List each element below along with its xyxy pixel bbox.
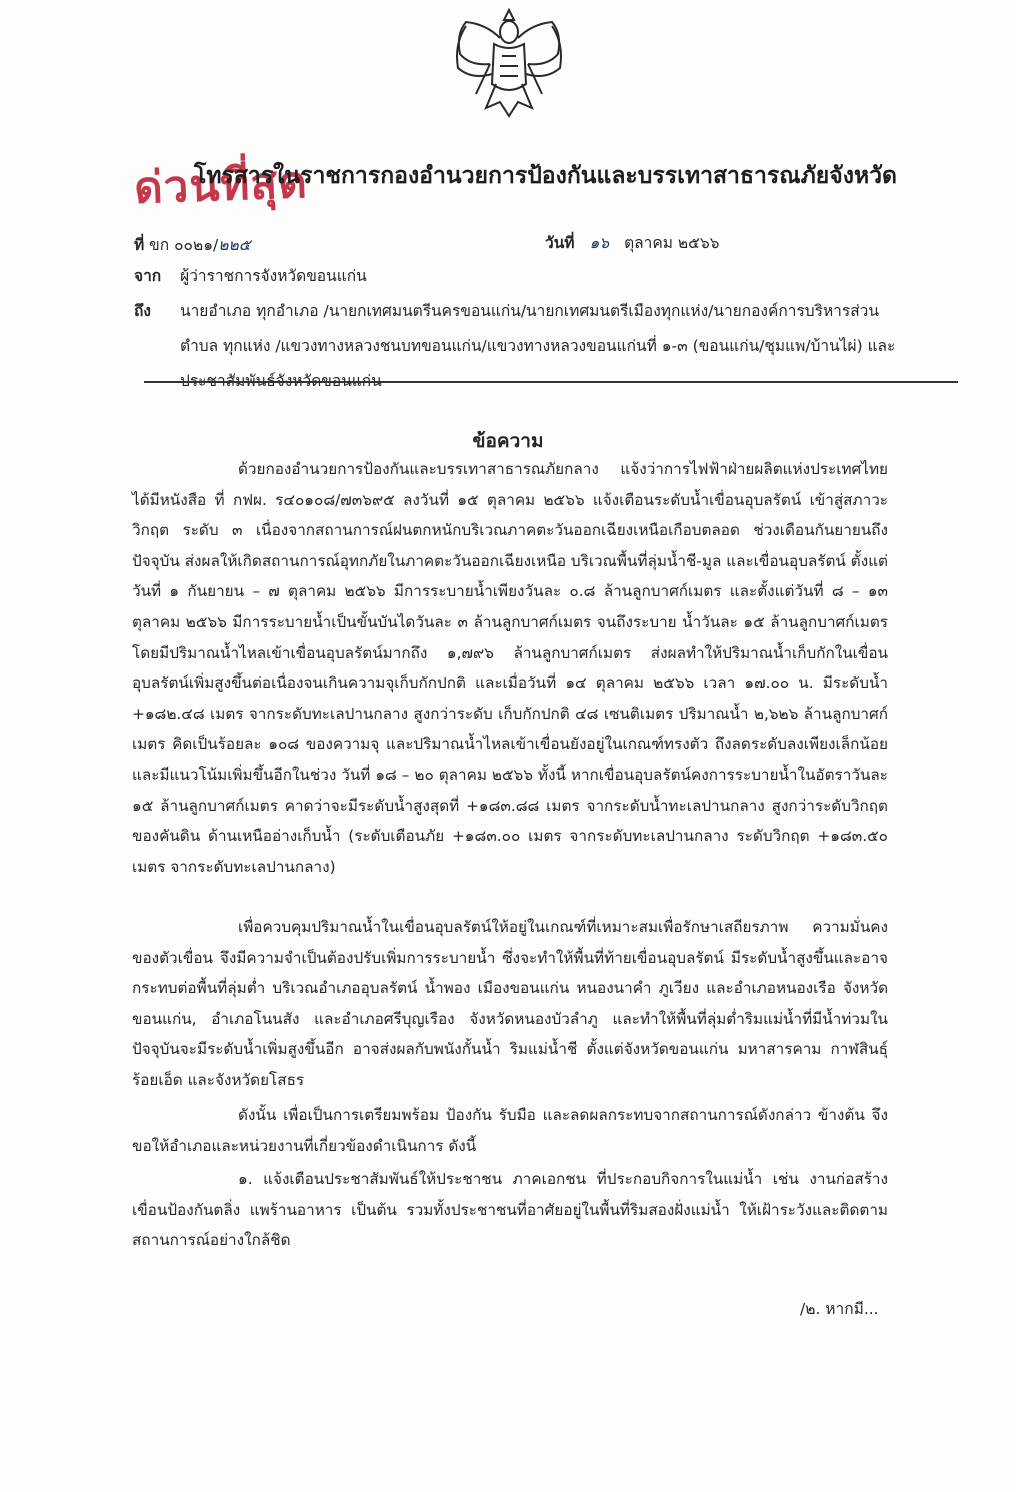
date-month-year: ตุลาคม ๒๕๖๖ [624,234,720,252]
date-handwritten-day: ๑๖ [589,234,610,252]
garuda-emblem-icon [446,4,572,126]
body-paragraph-3: ดังนั้น เพื่อเป็นการเตรียมพร้อม ป้องกัน รับมือ และลดผลกระทบจากสถานการณ์ดังกล่าว ข้างต้น จึงขอให้อำเภอและหน่วยงานที่เกี่ยวข้องดำเนินการ ดังนี้ [132,1106,888,1155]
body-paragraph-4: ๑. แจ้งเตือนประชาสัมพันธ์ให้ประชาชน ภาคเอกชน ที่ประกอบกิจการในแม่น้ำ เช่น งานก่อสร้างเขื่อนป้องกันตลิ่ง แพร้านอาหาร เป็นต้น รวมทั้งประชาชนที่อาศัยอยู่ในพื้นที่ริมสองฝั่งแม่น้ำ ให้เฝ้าระวังและติดตามสถานการณ์อย่างใกล้ชิด [132,1170,888,1250]
to-label: ถึง [134,302,151,320]
ref-label: ที่ [134,236,145,254]
ref-value: ขก ๐๐๒๑/ [149,236,219,254]
body-paragraph-2: เพื่อควบคุมปริมาณน้ำในเขื่อนอุบลรัตน์ให้อยู่ในเกณฑ์ที่เหมาะสมเพื่อรักษาเสถียรภาพ ความมั่นคงของตัวเขื่อน จึงมีความจำเป็นต้องปรับเพิ่มการระบายน้ำ ซึ่งจะทำให้พื้นที่ท้ายเขื่อนอุบลรัตน์ มีระดับน้ำสูงขึ้นและอาจกระทบต่อพื้นที่ลุ่มต่ำ บริเวณอำเภออุบลรัตน์ น้ำพอง เมืองขอนแก่น หนองนาคำ ภูเวียง และอำเภอหนองเรือ จังหวัดขอนแก่น, อำเภอโนนสัง และอำเภอศรีบุญเรือง จังหวัดหนองบัวลำภู และทำให้พื้นที่ลุ่มต่ำริมแม่น้ำที่มีน้ำท่วมในปัจจุบันจะมีระดับน้ำเพิ่มสูงขึ้นอีก อาจส่งผลกับพนังกั้นน้ำ ริมแม่น้ำชี ตั้งแต่จังหวัดขอนแก่น มหาสารคาม กาฬสินธุ์ ร้อยเอ็ด และจังหวัดยโสธร [132,918,888,1089]
from-label: จาก [134,267,162,285]
document-date [545,230,720,255]
continuation-note: /๒. หากมี... [800,1300,879,1318]
date-label: วันที่ [545,234,575,252]
subject-heading: ข้อความ [472,430,544,452]
from-value: ผู้ว่าราชการจังหวัดขอนแก่น [180,267,367,285]
ref-handwritten-number: ๒๒๕ [218,236,251,254]
header-divider [144,381,958,383]
to-recipients: นายอำเภอ ทุกอำเภอ /นายกเทศมนตรีนครขอนแก่น/นายกเทศมนตรีเมืองทุกแห่ง/นายกองค์การบริหารส่วนตำบล ทุกแห่ง /แขวงทางหลวงชนบทขอนแก่น/แขวงทางหลวงขอนแก่นที่ ๑-๓ (ขอนแก่น/ชุมแพ/บ้านไผ่) และ ประชาสัมพันธ์จังหวัดขอนแก่น [180,302,896,390]
reference-number [134,232,250,257]
urgent-stamp: ด่วนที่สุด [133,156,309,215]
document-title: โทรสารในราชการกองอำนวยการป้องกันและบรรเทาสาธารณภัยจังหวัด [194,163,897,189]
from-line [134,263,367,288]
body-paragraph-1: ด้วยกองอำนวยการป้องกันและบรรเทาสาธารณภัยกลาง แจ้งว่าการไฟฟ้าฝ่ายผลิตแห่งประเทศไทย ได้มีหนังสือ ที่ กฟผ. ร๔๐๑๐๘/๗๓๖๙๕ ลงวันที่ ๑๕ ตุลาคม ๒๕๖๖ แจ้งเตือนระดับน้ำเขื่อนอุบลรัตน์ เข้าสู่สภาวะวิกฤต ระดับ ๓ เนื่องจากสถานการณ์ฝนตกหนักบริเวณภาคตะวันออกเฉียงเหนือเกือบตลอด ช่วงเดือนกันยายนถึงปัจจุบัน ส่งผลให้เกิดสถานการณ์อุทกภัยในภาคตะวันออกเฉียงเหนือ บริเวณพื้นที่ลุ่มน้ำชี-มูล และเขื่อนอุบลรัตน์ ตั้งแต่วันที่ ๑ กันยายน – ๗ ตุลาคม ๒๕๖๖ มีการระบายน้ำเพียงวันละ ๐.๘ ล้านลูกบาศก์เมตร และตั้งแต่วันที่ ๘ – ๑๓ ตุลาคม ๒๕๖๖ มีการระบายน้ำเป็นขั้นบันไดวันละ ๓ ล้านลูกบาศก์เมตร จนถึงระบาย น้ำวันละ ๑๕ ล้านลูกบาศก์เมตร โดยมีปริมาณน้ำไหลเข้าเขื่อนอุบลรัตน์มากถึง ๑,๗๙๖ ล้านลูกบาศก์เมตร ส่งผลทำให้ปริมาณน้ำเก็บกักในเขื่อนอุบลรัตน์เพิ่มสูงขึ้นต่อเนื่องจนเกินความจุเก็บกักปกติ และเมื่อวันที่ ๑๔ ตุลาคม ๒๕๖๖ เวลา ๑๗.๐๐ น. มีระดับน้ำ +๑๘๒.๔๘ เมตร จากระดับทะเลปานกลาง สูงกว่าระดับ เก็บกักปกติ ๔๘ เซนติเมตร ปริมาณน้ำ ๒,๖๒๖ ล้านลูกบาศก์เมตร คิดเป็นร้อยละ ๑๐๘ ของความจุ และปริมาณน้ำไหลเข้าเขื่อนยังอยู่ในเกณฑ์ทรงตัว ถึงลดระดับลงเพียงเล็กน้อย และมีแนวโน้มเพิ่มขึ้นอีกในช่วง วันที่ ๑๘ – ๒๐ ตุลาคม ๒๕๖๖ ทั้งนี้ หากเขื่อนอุบลรัตน์คงการระบายน้ำในอัตราวันละ ๑๕ ล้านลูกบาศก์เมตร คาดว่าจะมีระดับน้ำสูงสุดที่ +๑๘๓.๘๘ เมตร จากระดับน้ำทะเลปานกลาง สูงกว่าระดับวิกฤตของคันดิน ด้านเหนืออ่างเก็บน้ำ (ระดับเตือนภัย +๑๘๓.๐๐ เมตร จากระดับทะเลปานกลาง ระดับวิกฤต +๑๘๓.๕๐ เมตร จากระดับทะเลปานกลาง) [132,460,888,876]
